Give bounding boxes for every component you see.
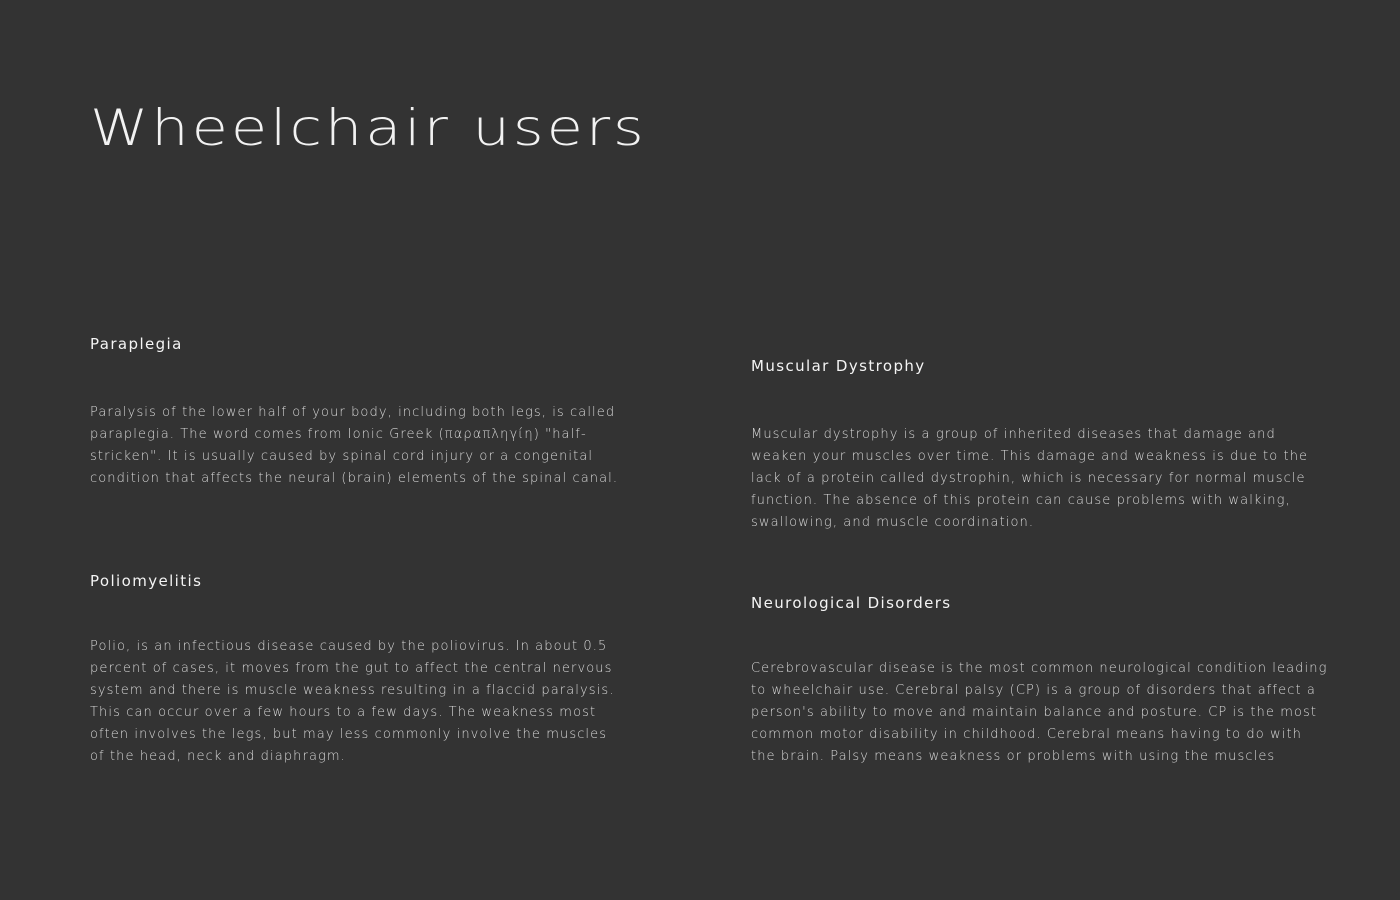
section-poliomyelitis xyxy=(90,571,650,764)
section-body-neurological-disorders: Cerebrovascular disease is the most common neurological condition leading to wheelchair use. Cerebral palsy (CP) is a group of disorders that affect a person's ability to move and maintain balance and posture. CP is the most common motor disability in childhood. Cerebral means having to do with the brain. Palsy means weakness or problems with using the muscles xyxy=(751,661,1328,764)
section-heading-neurological-disorders: Neurological Disorders xyxy=(751,594,952,612)
section-body-muscular-dystrophy: Muscular dystrophy is a group of inherited diseases that damage and weaken your muscles over time. This damage and weakness is due to the lack of a protein called dystrophin, which is necessary for normal muscle function. The absence of this protein can cause problems with walking, swallowing, and muscle coordination. xyxy=(751,427,1309,530)
page-title: Wheelchair users xyxy=(90,99,647,157)
section-paraplegia xyxy=(90,334,650,486)
section-heading-paraplegia: Paraplegia xyxy=(90,335,183,353)
section-body-paraplegia: Paralysis of the lower half of your body, including both legs, is called paraplegia. The word comes from Ionic Greek (παραπληγίη) "half-stricken". It is usually caused by spinal cord injury or a congenital condition that affects the neural (brain) elements of the spinal canal. xyxy=(90,405,619,486)
section-body-poliomyelitis: Polio, is an infectious disease caused by the poliovirus. In about 0.5 percent of cases, it moves from the gut to affect the central nervous system and there is muscle weakness resulting in a flaccid paralysis. This can occur over a few hours to a few days. The weakness most often involves the legs, but may less commonly involve the muscles of the head, neck and diaphragm. xyxy=(90,639,615,764)
section-heading-muscular-dystrophy: Muscular Dystrophy xyxy=(751,357,926,375)
section-muscular-dystrophy xyxy=(751,356,1311,530)
section-neurological-disorders xyxy=(751,593,1328,764)
section-heading-poliomyelitis: Poliomyelitis xyxy=(90,572,203,590)
